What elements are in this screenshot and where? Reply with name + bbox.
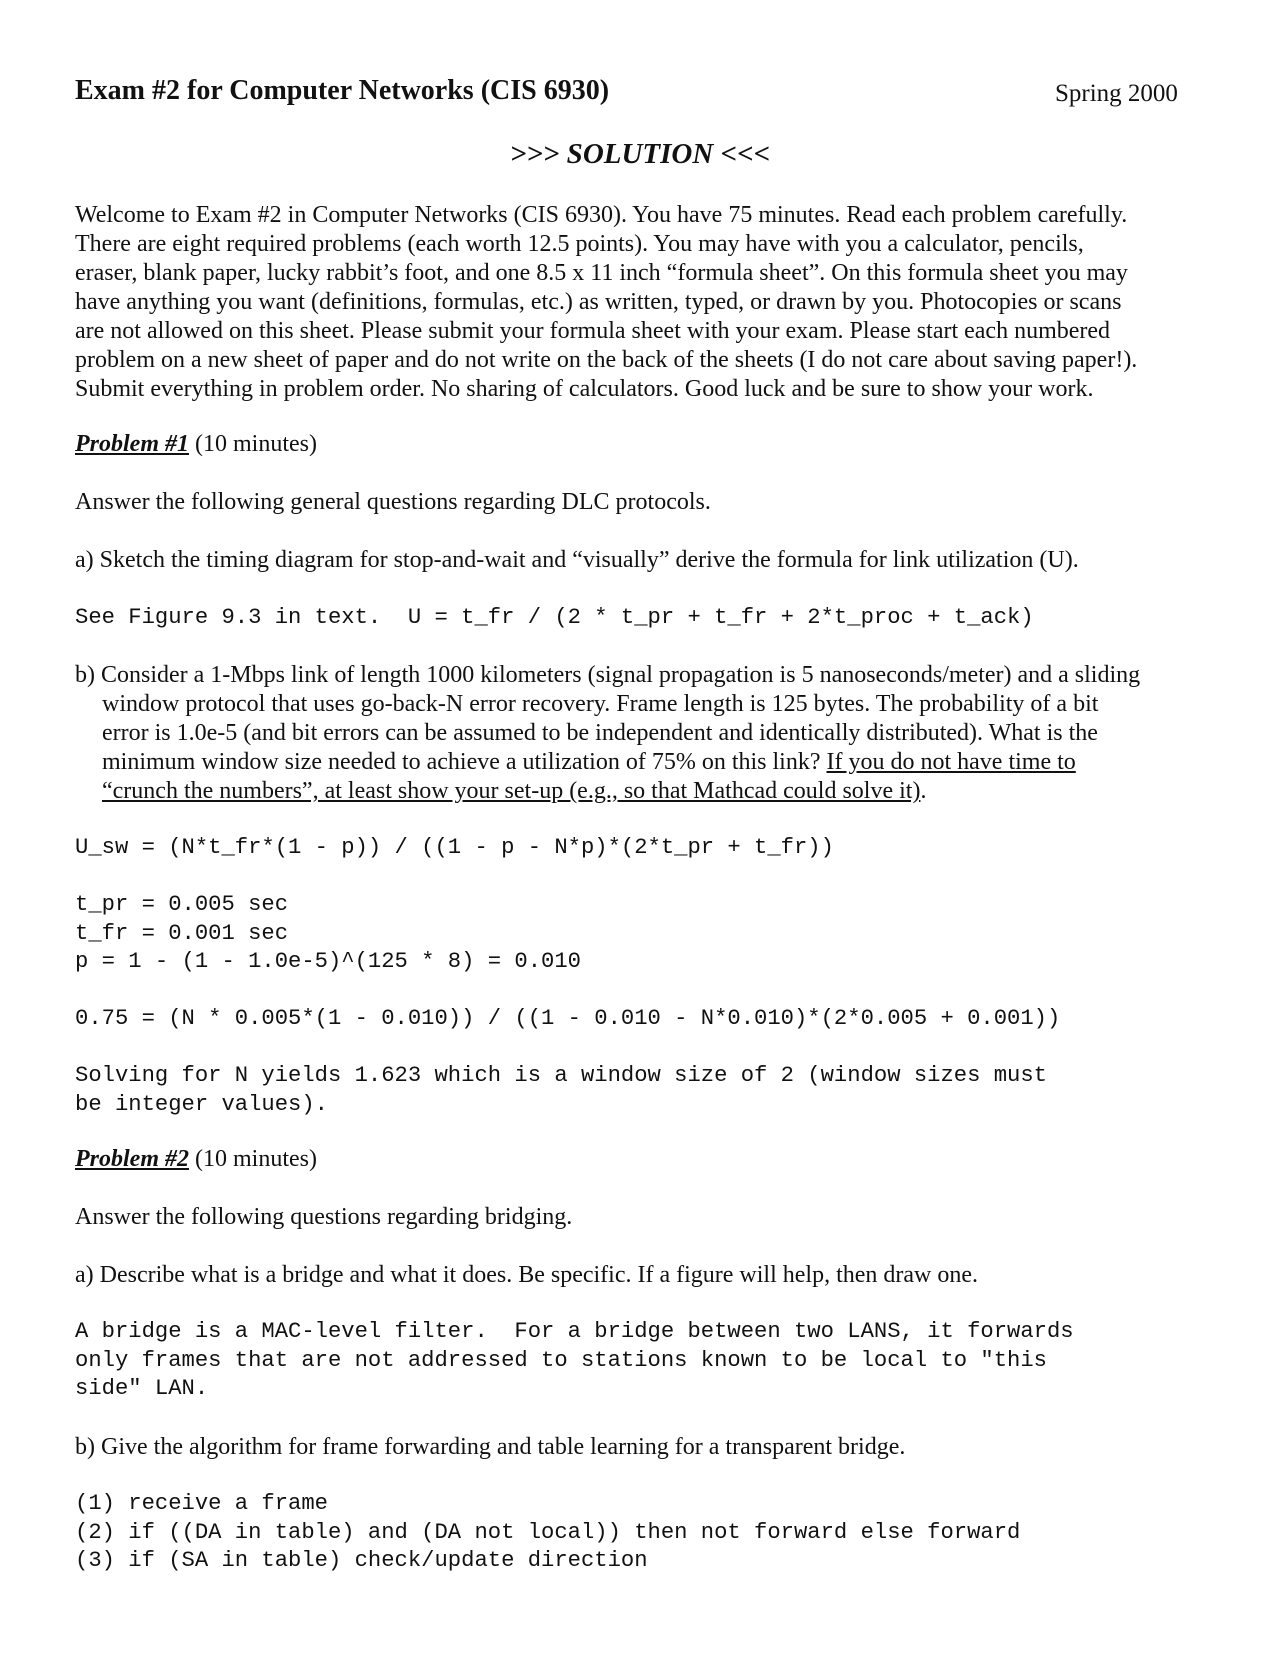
algorithm-step: (1) receive a frame [75,1491,328,1516]
problem-2-heading [75,1145,317,1174]
exam-title: Exam #2 for Computer Networks (CIS 6930) [75,75,610,106]
intro-line: There are eight required problems (each worth 12.5 points). You may have with you a calculator, pencils, [75,231,1084,257]
problem-1b-equation: 0.75 = (N * 0.005*(1 - 0.010)) / ((1 - 0.010 - N*0.010)*(2*0.005 + 0.001)) [75,1006,1061,1031]
intro-line: eraser, blank paper, lucky rabbit’s foot, and one 8.5 x 11 inch “formula sheet”. On this formula sheet you may [75,260,1128,286]
problem-1b-value: t_pr = 0.005 sec [75,892,289,917]
problem-1-heading [75,430,317,459]
problem-2-time: (10 minutes) [195,1146,317,1172]
problem-2a-answer: A bridge is a MAC-level filter. For a bridge between two LANS, it forwards [75,1319,1074,1344]
problem-1-time: (10 minutes) [195,431,317,457]
problem-1-intro: Answer the following general questions regarding DLC protocols. [75,489,711,515]
problem-1b-line: window protocol that uses go-back-N error recovery. Frame length is 125 bytes. The probability of a bit [102,691,1099,717]
intro-line: Welcome to Exam #2 in Computer Networks (CIS 6930). You have 75 minutes. Read each problem carefully. [75,202,1128,228]
problem-1b-question [75,661,1225,806]
problem-2a-answer: side" LAN. [75,1376,209,1401]
problem-1a-question: a) Sketch the timing diagram for stop-and-wait and “visually” derive the formula for link utilization (U). [75,547,1079,573]
intro-line: Submit everything in problem order. No sharing of calculators. Good luck and be sure to show your work. [75,376,1094,402]
problem-1b-line: minimum window size needed to achieve a utilization of 75% on this link? [102,749,827,775]
intro-paragraph [75,201,1225,404]
problem-1b-formula: U_sw = (N*t_fr*(1 - p)) / ((1 - p - N*p)*(2*t_pr + t_fr)) [75,835,834,860]
problem-1a-answer: See Figure 9.3 in text. U = t_fr / (2 * t_pr + t_fr + 2*t_proc + t_ack) [75,605,1034,630]
problem-1b-solution: Solving for N yields 1.623 which is a window size of 2 (window sizes must [75,1063,1047,1088]
problem-1b-underlined-2: “crunch the numbers”, at least show your set-up (e.g., so that Mathcad could solve it) [102,778,921,804]
algorithm-step: (2) if ((DA in table) and (DA not local)) then not forward else forward [75,1519,1021,1545]
problem-1b-line: error is 1.0e-5 (and bit errors can be assumed to be independent and identically distributed). What is the [102,720,1098,746]
problem-1-label: Problem #1 [75,431,189,457]
problem-1b-value: t_fr = 0.001 sec [75,920,289,946]
intro-line: are not allowed on this sheet. Please submit your formula sheet with your exam. Please start each numbered [75,318,1111,344]
problem-2a-question: a) Describe what is a bridge and what it does. Be specific. If a figure will help, then draw one. [75,1262,979,1288]
problem-1b-solution: be integer values). [75,1091,328,1117]
problem-2a-answer: only frames that are not addressed to stations known to be local to "this [75,1347,1047,1373]
solution-banner: >>> SOLUTION <<< [509,138,771,170]
problem-2-label: Problem #2 [75,1146,189,1172]
problem-1b-value: p = 1 - (1 - 1.0e-5)^(125 * 8) = 0.010 [75,949,581,974]
problem-1b-end-punct: . [920,778,927,804]
intro-line: have anything you want (definitions, formulas, etc.) as written, typed, or drawn by you. Photocopies or scans [75,289,1122,315]
problem-2-intro: Answer the following questions regarding bridging. [75,1204,573,1230]
problem-1b-line: b) Consider a 1-Mbps link of length 1000 kilometers (signal propagation is 5 nanoseconds/meter) and a sliding [75,662,1141,688]
exam-term: Spring 2000 [1055,80,1178,107]
algorithm-step: (3) if (SA in table) check/update direction [75,1548,648,1573]
problem-2b-question: b) Give the algorithm for frame forwarding and table learning for a transparent bridge. [75,1434,906,1460]
problem-1b-underlined-1: If you do not have time to [826,749,1076,775]
intro-line: problem on a new sheet of paper and do not write on the back of the sheets (I do not care about saving paper!). [75,347,1138,373]
